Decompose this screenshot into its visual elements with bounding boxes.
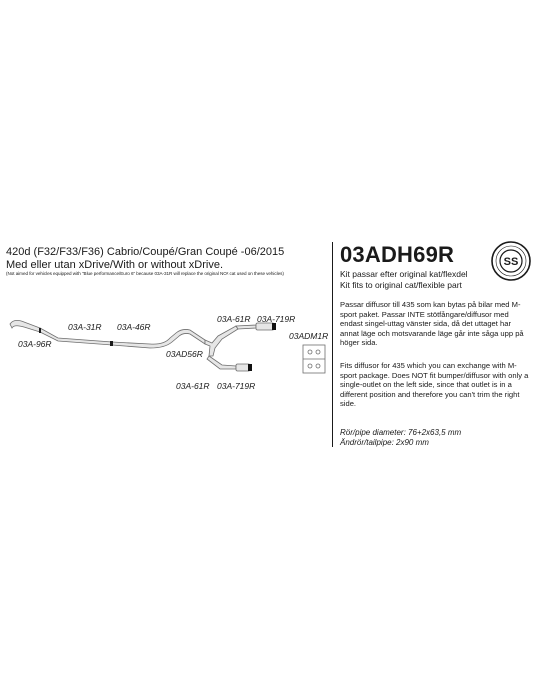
description-english: Fits diffusor for 435 which you can exchange with M-sport package. Does NOT fit bumper/diffusor with only a single-outlet on the left side, since that outlet is in a different position and therefore you can't trim the right side.: [340, 361, 529, 408]
brand-logo: [490, 240, 532, 282]
vehicle-subtitle: Med eller utan xDrive/With or without xDrive.: [6, 259, 224, 271]
pipe-03A-46R: [112, 329, 205, 348]
label-03A-719R-top: 03A-719R: [257, 314, 296, 324]
kit-swedish: Kit passar efter original kat/flexdel: [340, 269, 468, 279]
pipe-03A-61R-bottom: [207, 356, 236, 369]
label-03AD56R: 03AD56R: [166, 349, 203, 359]
tip-03A-719R-bottom: [236, 364, 250, 371]
logo-text: SS: [503, 256, 519, 268]
label-03A-31R: 03A-31R: [68, 322, 102, 332]
vehicle-title: 420d (F32/F33/F36) Cabrio/Coupé/Gran Coupé -06/2015: [6, 246, 285, 258]
pipe-03AD56R: [205, 326, 238, 356]
label-03ADM1R: 03ADM1R: [289, 331, 329, 341]
pipe-03A-96R: [10, 320, 40, 332]
exhaust-diagram: [0, 300, 335, 395]
description-swedish: Passar diffusor till 435 som kan bytas på bilar med M-sport paket. Passar INTE stötfångare/diffusor med endast singel-uttag vänster sida, då det uttaget har annat läge och motsvarande läge går inte såga upp på höger sida.: [340, 300, 524, 347]
label-03A-61R-top: 03A-61R: [217, 314, 251, 324]
bracket-03ADM1R: [303, 345, 325, 373]
label-03A-61R-bottom: 03A-61R: [176, 381, 210, 391]
kit-english: Kit fits to original cat/flexible part: [340, 280, 462, 290]
vehicle-note: (Not aimed for vehicles equipped with "Blue performance/Euro 6" because 03A-31R will replace the original NOᵡ cat used on these vehicles): [6, 271, 284, 276]
label-03A-719R-bottom: 03A-719R: [217, 381, 256, 391]
tip-03A-719R-top: [256, 323, 274, 330]
label-03A-46R: 03A-46R: [117, 322, 151, 332]
tailpipe-spec: Ändrör/tailpipe: 2x90 mm: [340, 438, 429, 447]
pipe-03A-61R-top: [236, 325, 256, 329]
pipe-diameter: Rör/pipe diameter: 76+2x63,5 mm: [340, 428, 462, 437]
product-code: 03ADH69R: [340, 242, 455, 267]
label-03A-96R: 03A-96R: [18, 339, 52, 349]
